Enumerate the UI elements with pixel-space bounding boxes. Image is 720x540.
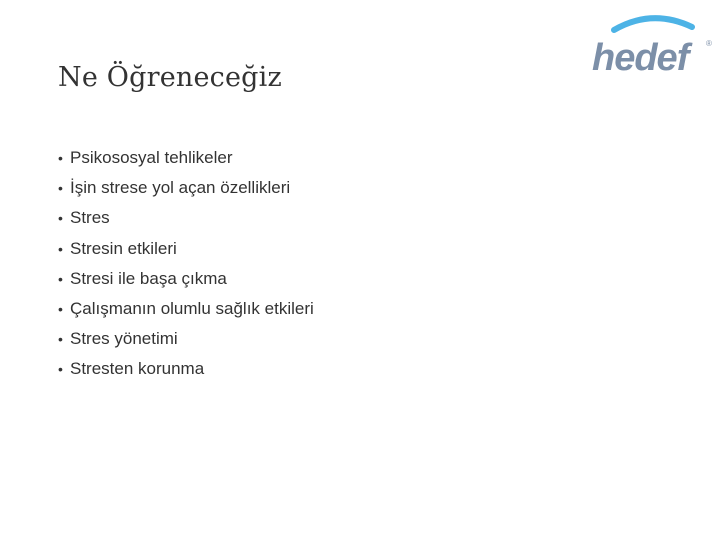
list-item: [58, 264, 314, 294]
list-item: [58, 234, 314, 264]
list-item-text: İşin strese yol açan özellikleri: [70, 178, 291, 198]
list-item: [58, 324, 314, 354]
list-item: [58, 203, 314, 233]
list-item: [58, 294, 314, 324]
registered-mark: ®: [706, 39, 712, 48]
list-item-text: Çalışmanın olumlu sağlık etkileri: [70, 298, 314, 318]
bullet-dot: •: [58, 240, 63, 257]
bullet-dot: •: [58, 270, 63, 287]
list-item: [58, 173, 314, 203]
hedef-logo: [588, 12, 716, 78]
bullet-dot: •: [58, 210, 63, 227]
list-item-text: Stresin etkileri: [70, 238, 177, 258]
bullet-dot: •: [58, 180, 63, 197]
bullet-dot: •: [58, 150, 63, 166]
logo-arc-icon: [614, 18, 692, 30]
slide-title: Ne Öğreneceğiz: [58, 62, 282, 93]
list-item-text: Psikososyal tehlikeler: [70, 148, 233, 167]
list-item: [58, 354, 314, 384]
list-item: [58, 143, 314, 173]
bullet-dot: •: [58, 300, 63, 317]
bullet-dot: •: [58, 361, 63, 378]
list-item-text: Stresten korunma: [70, 359, 205, 379]
list-item-text: Stres yönetimi: [70, 329, 178, 349]
list-item-text: Stres: [70, 208, 110, 228]
bullet-list: [58, 143, 314, 385]
hedef-logo-graphic: [588, 12, 716, 78]
logo-wordmark: hedef: [592, 37, 689, 78]
bullet-dot: •: [58, 331, 63, 348]
list-item-text: Stresi ile başa çıkma: [70, 268, 227, 288]
